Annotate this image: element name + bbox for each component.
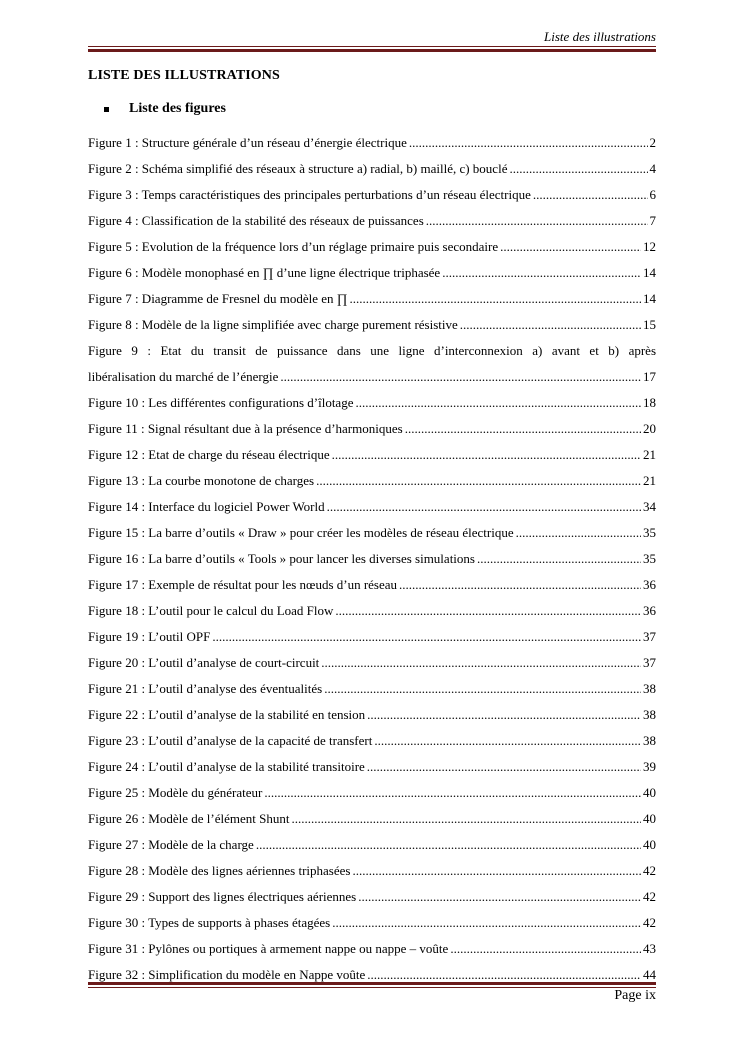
figure-list (88, 130, 656, 988)
toc-entry-page: 12 (643, 239, 656, 254)
toc-entry-label: Figure 26 : Modèle de l’élément Shunt (88, 811, 290, 826)
toc-entry-page: 15 (643, 317, 656, 332)
toc-entry-page: 42 (643, 863, 656, 878)
toc-entry-label: Figure 18 : L’outil pour le calcul du Load Flow (88, 603, 334, 618)
toc-entry-label: Figure 28 : Modèle des lignes aériennes triphasées (88, 863, 351, 878)
toc-entry[interactable] (88, 806, 656, 832)
toc-entry[interactable] (88, 442, 656, 468)
toc-entry-page: 4 (649, 161, 656, 176)
toc-entry-page: 20 (643, 421, 656, 436)
toc-entry-label: libéralisation du marché de l’énergie (88, 369, 279, 384)
toc-entry[interactable] (88, 208, 656, 234)
dot-leader (409, 130, 648, 156)
toc-entry-page: 38 (643, 707, 656, 722)
toc-entry-page: 35 (643, 525, 656, 540)
toc-entry-page: 14 (643, 291, 656, 306)
toc-entry[interactable] (88, 182, 656, 208)
toc-entry[interactable] (88, 364, 656, 390)
toc-entry-page: 40 (643, 837, 656, 852)
toc-entry[interactable] (88, 884, 656, 910)
toc-entry[interactable] (88, 312, 656, 338)
toc-entry-page: 36 (643, 603, 656, 618)
dot-leader (533, 182, 648, 208)
dot-leader (374, 728, 641, 754)
toc-entry[interactable] (88, 832, 656, 858)
toc-entry-label: Figure 5 : Evolution de la fréquence lors d’un réglage primaire puis secondaire (88, 239, 499, 254)
dot-leader (256, 832, 641, 858)
toc-entry-label: Figure 11 : Signal résultant due à la présence d’harmoniques (88, 421, 403, 436)
square-bullet-icon (104, 107, 109, 112)
dot-leader (500, 234, 641, 260)
toc-entry[interactable] (88, 624, 656, 650)
toc-entry[interactable] (88, 416, 656, 442)
toc-entry-page: 17 (643, 369, 656, 384)
toc-entry[interactable] (88, 910, 656, 936)
toc-entry[interactable] (88, 572, 656, 598)
toc-entry-page: 21 (643, 447, 656, 462)
dot-leader (516, 520, 641, 546)
toc-entry[interactable] (88, 780, 656, 806)
dot-leader (332, 442, 641, 468)
toc-entry[interactable] (88, 156, 656, 182)
toc-entry-label: Figure 23 : L’outil d’analyse de la capacité de transfert (88, 733, 373, 748)
toc-entry-label: Figure 22 : L’outil d’analyse de la stabilité en tension (88, 707, 366, 722)
toc-entry-page: 7 (649, 213, 656, 228)
dot-leader (405, 416, 641, 442)
dot-leader (280, 364, 641, 390)
dot-leader (316, 468, 641, 494)
toc-entry-page: 6 (649, 187, 656, 202)
dot-leader (358, 884, 641, 910)
toc-entry-page: 36 (643, 577, 656, 592)
toc-entry[interactable] (88, 676, 656, 702)
toc-entry-label: Figure 21 : L’outil d’analyse des éventualités (88, 681, 323, 696)
dot-leader (399, 572, 641, 598)
page-number: Page ix (614, 988, 656, 1003)
dot-leader (460, 312, 641, 338)
toc-entry-label: Figure 32 : Simplification du modèle en Nappe voûte (88, 967, 366, 982)
toc-entry-page: 2 (649, 135, 656, 150)
dot-leader (442, 260, 641, 286)
dot-leader (349, 286, 641, 312)
toc-entry-label: Figure 27 : Modèle de la charge (88, 837, 254, 852)
toc-entry-page: 37 (643, 629, 656, 644)
dot-leader (450, 936, 641, 962)
toc-entry-label: Figure 8 : Modèle de la ligne simplifiée avec charge purement résistive (88, 317, 458, 332)
toc-entry[interactable] (88, 598, 656, 624)
dot-leader (212, 624, 641, 650)
toc-entry[interactable] (88, 546, 656, 572)
dot-leader (335, 598, 641, 624)
toc-entry[interactable] (88, 234, 656, 260)
toc-entry-label: Figure 14 : Interface du logiciel Power World (88, 499, 325, 514)
toc-entry[interactable] (88, 858, 656, 884)
toc-entry[interactable] (88, 936, 656, 962)
toc-entry[interactable] (88, 286, 656, 312)
toc-entry[interactable] (88, 520, 656, 546)
dot-leader (367, 702, 641, 728)
dot-leader (321, 650, 641, 676)
toc-entry-page: 14 (643, 265, 656, 280)
toc-entry-label: Figure 3 : Temps caractéristiques des principales perturbations d’un réseau électrique (88, 187, 531, 202)
dot-leader (332, 910, 641, 936)
toc-entry-page: 40 (643, 811, 656, 826)
toc-entry-label: Figure 6 : Modèle monophasé en ∏ d’une ligne électrique triphasée (88, 265, 441, 280)
dot-leader (426, 208, 648, 234)
toc-entry-page: 34 (643, 499, 656, 514)
toc-entry-page: 21 (643, 473, 656, 488)
toc-entry[interactable] (88, 494, 656, 520)
dot-leader (291, 806, 641, 832)
toc-entry-label: Figure 15 : La barre d’outils « Draw » pour créer les modèles de réseau électrique (88, 525, 514, 540)
toc-entry-label: Figure 12 : Etat de charge du réseau électrique (88, 447, 330, 462)
toc-entry-label: Figure 25 : Modèle du générateur (88, 785, 263, 800)
toc-entry[interactable] (88, 390, 656, 416)
toc-entry-label: Figure 13 : La courbe monotone de charges (88, 473, 315, 488)
toc-entry-label: Figure 30 : Types de supports à phases étagées (88, 915, 331, 930)
toc-entry-page: 44 (643, 967, 656, 982)
running-header: Liste des illustrations (544, 29, 656, 44)
dot-leader (264, 780, 641, 806)
toc-entry-page: 40 (643, 785, 656, 800)
header-rule (88, 46, 656, 52)
toc-entry-label: Figure 2 : Schéma simplifié des réseaux à structure a) radial, b) maillé, c) bouclé (88, 161, 508, 176)
dot-leader (509, 156, 647, 182)
section-heading (104, 101, 226, 117)
toc-entry-label: Figure 29 : Support des lignes électriques aériennes (88, 889, 357, 904)
section-heading-label: Liste des figures (129, 101, 226, 116)
toc-entry[interactable] (88, 702, 656, 728)
toc-entry-page: 38 (643, 733, 656, 748)
toc-entry[interactable] (88, 754, 656, 780)
toc-entry-label: Figure 31 : Pylônes ou portiques à armement nappe ou nappe – voûte (88, 941, 449, 956)
dot-leader (327, 494, 641, 520)
toc-entry-label: Figure 7 : Diagramme de Fresnel du modèle en ∏ (88, 291, 348, 306)
toc-entry-page: 35 (643, 551, 656, 566)
toc-entry-label: Figure 19 : L’outil OPF (88, 629, 211, 644)
toc-entry-label: Figure 16 : La barre d’outils « Tools » pour lancer les diverses simulations (88, 551, 475, 566)
toc-entry-line[interactable]: Figure 9 : Etat du transit de puissance dans une ligne d’interconnexion a) avant et b) après (88, 343, 656, 358)
dot-leader (367, 754, 641, 780)
dot-leader (324, 676, 641, 702)
toc-entry-label: Figure 17 : Exemple de résultat pour les nœuds d’un réseau (88, 577, 398, 592)
page-title: LISTE DES ILLUSTRATIONS (88, 68, 280, 83)
toc-entry-label: Figure 24 : L’outil d’analyse de la stabilité transitoire (88, 759, 365, 774)
toc-entry-page: 39 (643, 759, 656, 774)
toc-entry-page: 43 (643, 941, 656, 956)
toc-entry-page: 42 (643, 915, 656, 930)
toc-entry-page: 42 (643, 889, 656, 904)
toc-entry[interactable] (88, 260, 656, 286)
toc-entry-label: Figure 4 : Classification de la stabilité des réseaux de puissances (88, 213, 424, 228)
toc-entry-page: 38 (643, 681, 656, 696)
toc-entry-label: Figure 1 : Structure générale d’un réseau d’énergie électrique (88, 135, 407, 150)
footer-rule (88, 982, 656, 988)
dot-leader (355, 390, 641, 416)
toc-entry[interactable] (88, 130, 656, 156)
dot-leader (477, 546, 641, 572)
toc-entry[interactable] (88, 650, 656, 676)
toc-entry-page: 37 (643, 655, 656, 670)
toc-entry[interactable] (88, 468, 656, 494)
toc-entry-label: Figure 20 : L’outil d’analyse de court-circuit (88, 655, 320, 670)
dot-leader (352, 858, 641, 884)
toc-entry-label: Figure 10 : Les différentes configurations d’îlotage (88, 395, 354, 410)
toc-entry-page: 18 (643, 395, 656, 410)
toc-entry[interactable] (88, 728, 656, 754)
